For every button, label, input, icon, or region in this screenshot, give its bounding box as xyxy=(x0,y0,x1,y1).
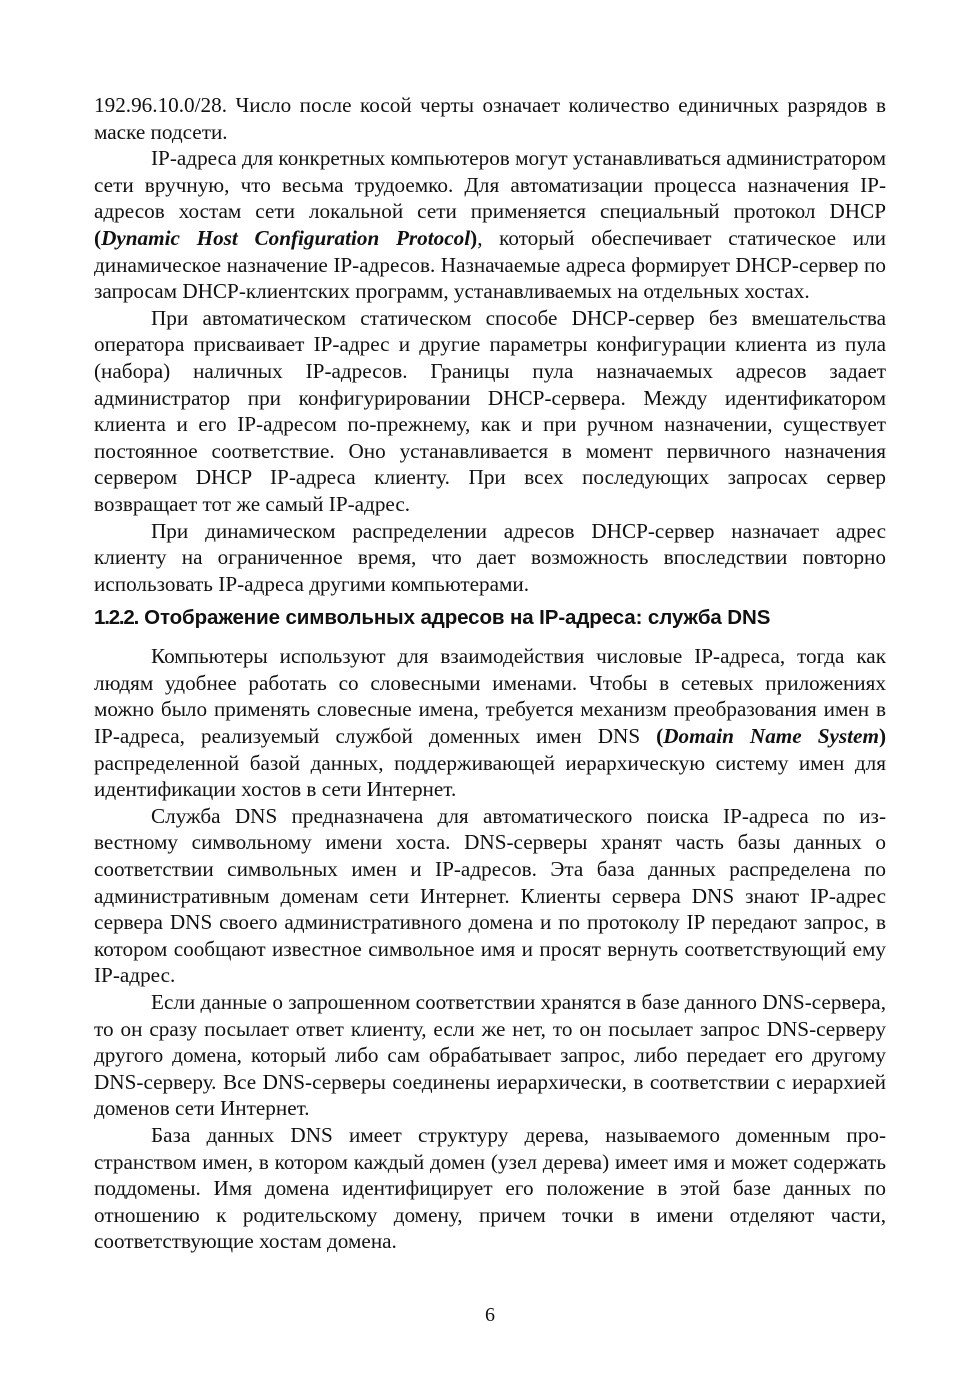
dns-close-paren: ) xyxy=(878,724,886,749)
paragraph-dns-forwarding: Если данные о запрошенном соответствии хранятся в базе данного DNS-сервера, то он сразу посылает ответ клиенту, если же нет, то он посылает запрос DNS-серверу другого домена, который либо сам обрабатывает запрос, либо передает его другому DNS-серверу. Все DNS-серверы соединены иерархически, в соответствии с иерархией доменов сети Интернет. xyxy=(94,990,886,1121)
paragraph-dns-intro xyxy=(94,643,886,803)
paragraph-dhcp-intro-text-a: IP-адреса для конкретных компьютеров могут устанавливаться администратором сети вручную, что весьма трудоемко. Для автоматизации процесса назначения IP-адресов хостам сети локальной сети применяется специальный протокол DHCP xyxy=(94,146,886,224)
paragraph-dns-intro-text-a: Компьютеры используют для взаимодействия числовые IP-адреса, тогда как людям удобнее работать со словесными именами. Чтобы в сетевых приложениях можно было применять словесные имена, требуется механизм преобразования имен в IP-адреса, реализуемый службой доменных имен DNS xyxy=(94,644,886,749)
dns-term: Domain Name System xyxy=(663,724,879,749)
paragraph-static-dhcp: При автоматическом статическом способе DHCP-сервер без вмешательства оператора присваивает IP-адрес и другие параметры конфигурации клиента из пула (набора) наличных IP-адресов. Границы пула назначаемых адресов задает администратор при конфигурировании DHCP-сервера. Между идентификатором клиента и его IP-адресом по-прежнему, как и при ручном назначении, существует постоянное соответствие. Оно устанавливается в момент первичного назначения сервером DHCP IP-адреса клиенту. При всех последующих запросах сервер возвращает тот же самый IP-адрес. xyxy=(94,305,886,516)
dhcp-term: Dynamic Host Configuration Protocol xyxy=(101,225,471,250)
dhcp-open-paren: ( xyxy=(94,225,102,250)
page-number: 6 xyxy=(485,1304,495,1326)
paragraph-dynamic-dhcp: При динамическом распределении адресов DHCP-сервер назначает адрес клиенту на ограниченное время, что дает возможность впоследствии повторно использовать IP-адреса другими компьютерами. xyxy=(94,518,886,596)
paragraph-dhcp-intro xyxy=(94,145,886,305)
paragraph-dns-tree: База данных DNS имеет структуру дерева, называемого доменным пространством имен, в котором каждый домен (узел дерева) имеет имя и может содержать поддомены. Имя домена идентифицирует его положение в этой базе данных по отношению к родительскому домену, причем точки в имени отделяют части, соответствующие хостам домена. xyxy=(94,1122,886,1254)
section-heading xyxy=(94,605,886,631)
paragraph-dns-intro-text-b: распределенной базой данных, поддерживающей иерархическую систему имен для идентификации хостов в сети Интернет. xyxy=(94,750,886,802)
dhcp-close-paren: ) xyxy=(470,225,478,250)
paragraph-dns-purpose: Служба DNS предназначена для автоматического поиска IP-адреса по известному символьному имени хоста. DNS-серверы хранят часть базы данных о соответствии символьных имен и IP-адресов. Эта база данных распределена по административным доменам сети Интернет. Клиенты сервера DNS знают IP-адрес сервера DNS своего административного домена и по протоколу IP передают запрос, в котором сообщают известное символьное имя и просят вернуть соответствующий ему IP-адрес. xyxy=(94,803,886,988)
section-number: 1.2.2. xyxy=(94,606,139,630)
paragraph-subnet-mask: 192.96.10.0/28. Число после косой черты означает количество единичных разрядов в маске подсети. xyxy=(94,93,886,144)
dns-open-paren: ( xyxy=(656,724,664,749)
document-page xyxy=(94,92,886,1255)
paragraph-dhcp-intro-text-b: , который обеспечивает статическое или динамическое назначение IP-адресов. Назначаемые адреса формирует DHCP-сервер по запросам DHCP-клиентских программ, устанавливаемых на отдельных хостах. xyxy=(94,225,886,304)
section-title: Отображение символьных адресов на IP-адреса: служба DNS xyxy=(144,606,771,630)
